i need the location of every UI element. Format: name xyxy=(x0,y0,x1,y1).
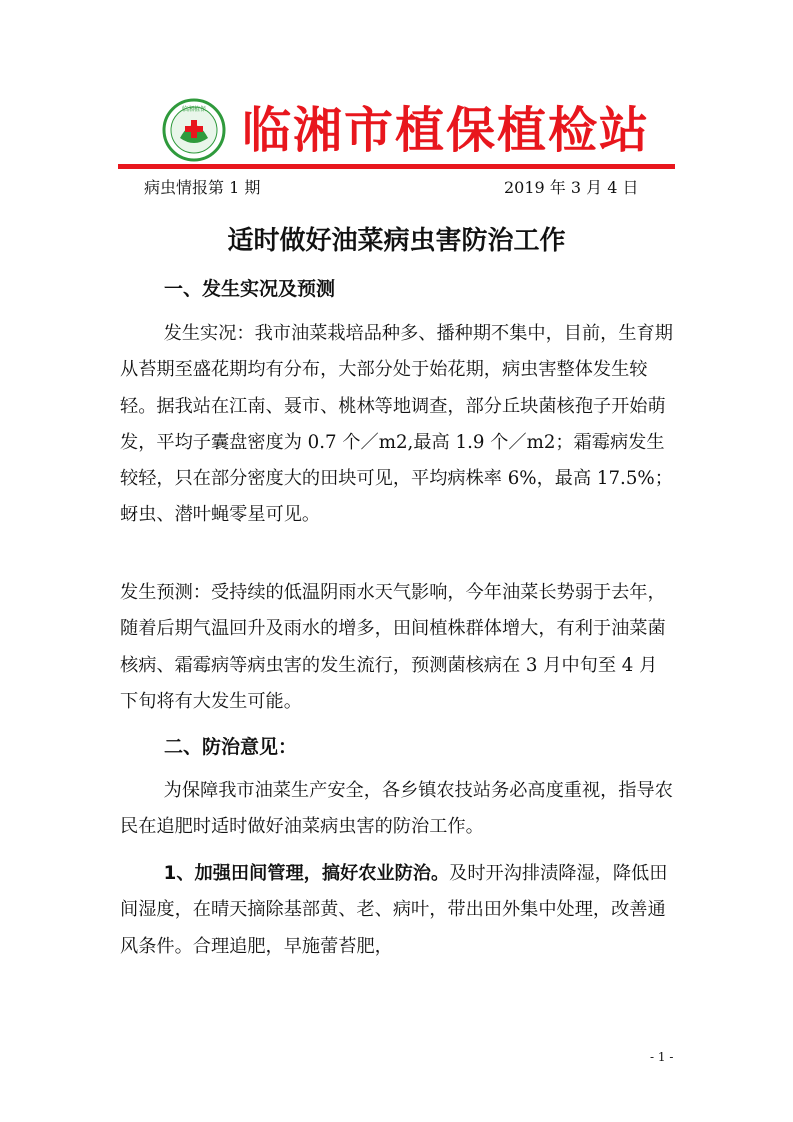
station-logo xyxy=(162,98,226,162)
paragraph-forecast: 发生预测：受持续的低温阴雨水天气影响，今年油菜长势弱于去年，随着后期气温回升及雨水的增多，田间植株群体增大，有利于油菜菌核病、霜霉病等病虫害的发生流行，预测菌核病在 3 月中旬至 4 月下旬将有大发生可能。 xyxy=(120,582,666,712)
paragraph-measure-1 xyxy=(120,856,675,965)
measure-1-body: 及时开沟排渍降湿，降低田间湿度，在晴天摘除基部黄、老、病叶，带出田外集中处理，改善通风条件。合理追肥，早施蕾苔肥， xyxy=(120,863,668,957)
svg-text:临湘植保: 临湘植保 xyxy=(181,106,207,113)
organization-title: 临湘市植保植检站 xyxy=(242,102,651,159)
section-heading-occurrence: 一、发生实况及预测 xyxy=(164,278,336,300)
paragraph-advice-intro: 为保障我市油菜生产安全，各乡镇农技站务必高度重视，指导农民在追肥时适时做好油菜病虫害的防治工作。 xyxy=(120,780,673,838)
paragraph-actual-occurrence: 发生实况：我市油菜栽培品种多、播种期不集中，目前，生育期从苔期至盛花期均有分布，大部分处于始花期，病虫害整体发生较轻。据我站在江南、聂市、桃林等地调查，部分丘块菌核孢子开始萌发，平均子囊盘密度为 0.7 个／m2,最高 1.9 个／m2；霜霉病发生较轻，只在部分密度大的田块可见，平均病株率 6%，最高 17.5%；蚜虫、潜叶蝇零星可见。 xyxy=(120,323,673,526)
measure-1-lead: 1、加强田间管理，搞好农业防治。 xyxy=(163,863,450,884)
issue-date: 2019 年 3 月 4 日 xyxy=(504,178,639,197)
section-heading-advice: 二、防治意见： xyxy=(164,736,298,758)
issue-label: 病虫情报第 1 期 xyxy=(144,178,261,197)
page-number: - 1 - xyxy=(650,1050,674,1064)
header-divider xyxy=(118,164,675,169)
document-title: 适时做好油菜病虫害防治工作 xyxy=(227,226,566,256)
